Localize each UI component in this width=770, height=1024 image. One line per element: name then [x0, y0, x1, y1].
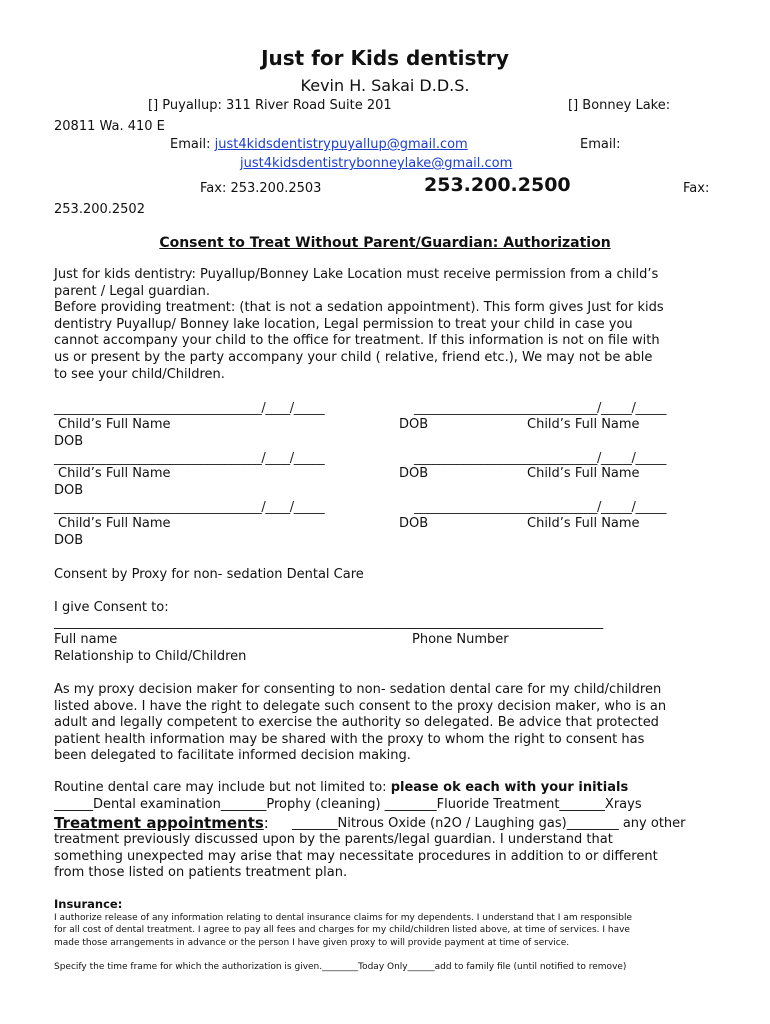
insurance-line: I authorize release of any information relating to dental insurance claims for my dependents. I understand that I am responsible — [54, 913, 633, 923]
child-3-name-label: Child’s Full Name — [58, 516, 171, 531]
routine-lead — [54, 780, 628, 795]
child-2-dob-label: DOB — [54, 483, 84, 498]
email-bonney-link[interactable]: just4kidsdentistrybonneylake@gmail.com — [240, 156, 513, 171]
child-1-name-label: Child’s Full Name — [58, 417, 171, 432]
timeframe-line[interactable]: Specify the time frame for which the authorization is given.________Today Only______add to family file (until notified to remove) — [54, 962, 627, 972]
routine-line-6: from those listed on patients treatment plan. — [54, 865, 348, 880]
puyallup-address: [] Puyallup: 311 River Road Suite 201 — [148, 98, 392, 113]
intro-line: Just for kids dentistry: Puyallup/Bonney Lake Location must receive permission from a child’s — [54, 267, 659, 282]
intro-paragraph — [54, 267, 719, 383]
child-3-dob-label: DOB — [54, 533, 84, 548]
child-1-right-dob: DOB — [399, 417, 429, 432]
treatment-appointments-label: Treatment appointments — [54, 814, 264, 832]
child-2-right-name: Child’s Full Name — [527, 466, 640, 481]
routine-line-5: something unexpected may arise that may necessitate procedures in addition to or different — [54, 849, 658, 864]
intro-line: dentistry Puyallup/ Bonney lake location, Legal permission to treat your child in case you — [54, 316, 633, 332]
child-2-name-label: Child’s Full Name — [58, 466, 171, 481]
give-consent-label: I give Consent to: — [54, 600, 169, 615]
intro-line: Before providing treatment: (that is not a sedation appointment). This form gives Just for kids — [54, 300, 664, 316]
child-1-left-line[interactable]: __________________________________/____/_____ — [54, 401, 325, 416]
clinic-title: Just for Kids dentistry — [261, 46, 509, 70]
insurance-line: made those arrangements in advance or the person I have given proxy to will provide payment at time of service. — [54, 937, 570, 948]
email-label: Email: — [170, 137, 211, 152]
proxy-relationship-label: Relationship to Child/Children — [54, 649, 247, 664]
proxy-heading: Consent by Proxy for non- sedation Dental Care — [54, 567, 364, 582]
bonney-label: [] Bonney Lake: — [568, 98, 671, 113]
child-2-left-line[interactable]: __________________________________/____/_____ — [54, 451, 325, 466]
child-3-right-name: Child’s Full Name — [527, 516, 640, 531]
fax-right-label: Fax: — [683, 181, 710, 196]
bonney-address: 20811 Wa. 410 E — [54, 119, 165, 134]
child-3-right-dob: DOB — [399, 516, 429, 531]
main-phone: 253.200.2500 — [424, 174, 571, 196]
proxy-line: patient health information may be shared with the proxy to whom the right to consent has — [54, 731, 645, 747]
child-2-right-dob: DOB — [399, 466, 429, 481]
treatment-row — [54, 813, 269, 832]
insurance-paragraph — [54, 912, 719, 949]
child-3-right-line[interactable]: ______________________________/_____/_____ — [414, 500, 666, 515]
routine-lead-text: Routine dental care may include but not limited to: — [54, 780, 391, 795]
proxy-paragraph — [54, 682, 719, 765]
nitrous-line[interactable]: _______Nitrous Oxide (n2O / Laughing gas)________ any other — [292, 816, 686, 831]
treatment-colon: : — [263, 814, 269, 832]
fax-right-value: 253.200.2502 — [54, 202, 145, 217]
doctor-name: Kevin H. Sakai D.D.S. — [300, 76, 470, 95]
fax-left: Fax: 253.200.2503 — [200, 181, 322, 196]
proxy-line: been delegated to facilitate informed decision making. — [54, 748, 411, 764]
intro-line: to see your child/Children. — [54, 366, 225, 382]
child-1-right-line[interactable]: ______________________________/_____/_____ — [414, 401, 666, 416]
routine-line-4: treatment previously discussed upon by the parents/legal guardian. I understand that — [54, 832, 613, 847]
child-1-dob-label: DOB — [54, 434, 84, 449]
routine-options-line[interactable]: ______Dental examination_______Prophy (cleaning) ________Fluoride Treatment_______Xrays — [54, 797, 642, 812]
child-3-left-line[interactable]: __________________________________/____/_____ — [54, 500, 325, 515]
form-title: Consent to Treat Without Parent/Guardian: Authorization — [159, 235, 611, 251]
proxy-phone-label: Phone Number — [412, 632, 509, 647]
child-1-right-name: Child’s Full Name — [527, 417, 640, 432]
routine-lead-bold: please ok each with your initials — [390, 780, 629, 795]
child-2-right-line[interactable]: ______________________________/_____/_____ — [414, 451, 666, 466]
proxy-line: listed above. I have the right to delegate such consent to the proxy decision maker, who is an — [54, 698, 667, 714]
intro-line: parent / Legal guardian. — [54, 283, 211, 299]
email-label-2: Email: — [580, 137, 621, 152]
intro-line: us or present by the party accompany your child ( relative, friend etc.), We may not be able — [54, 349, 653, 365]
proxy-full-name-label: Full name — [54, 632, 118, 647]
intro-line: cannot accompany your child to the office for treatment. If this information is not on file with — [54, 333, 660, 349]
email-puyallup-link[interactable]: just4kidsdentistrypuyallup@gmail.com — [214, 137, 468, 152]
proxy-long-line[interactable]: _____________________________________________________________________________________________ — [54, 615, 603, 630]
proxy-line: adult and legally competent to exercise the authority so delegated. Be advice that protected — [54, 715, 659, 731]
email-puyallup-row — [170, 137, 468, 152]
insurance-heading: Insurance: — [54, 897, 123, 911]
insurance-line: for all cost of dental treatment. I agree to pay all fees and charges for my child/children listed above, at time of services. I have — [54, 925, 630, 936]
proxy-line: As my proxy decision maker for consenting to non- sedation dental care for my child/children — [54, 682, 662, 697]
